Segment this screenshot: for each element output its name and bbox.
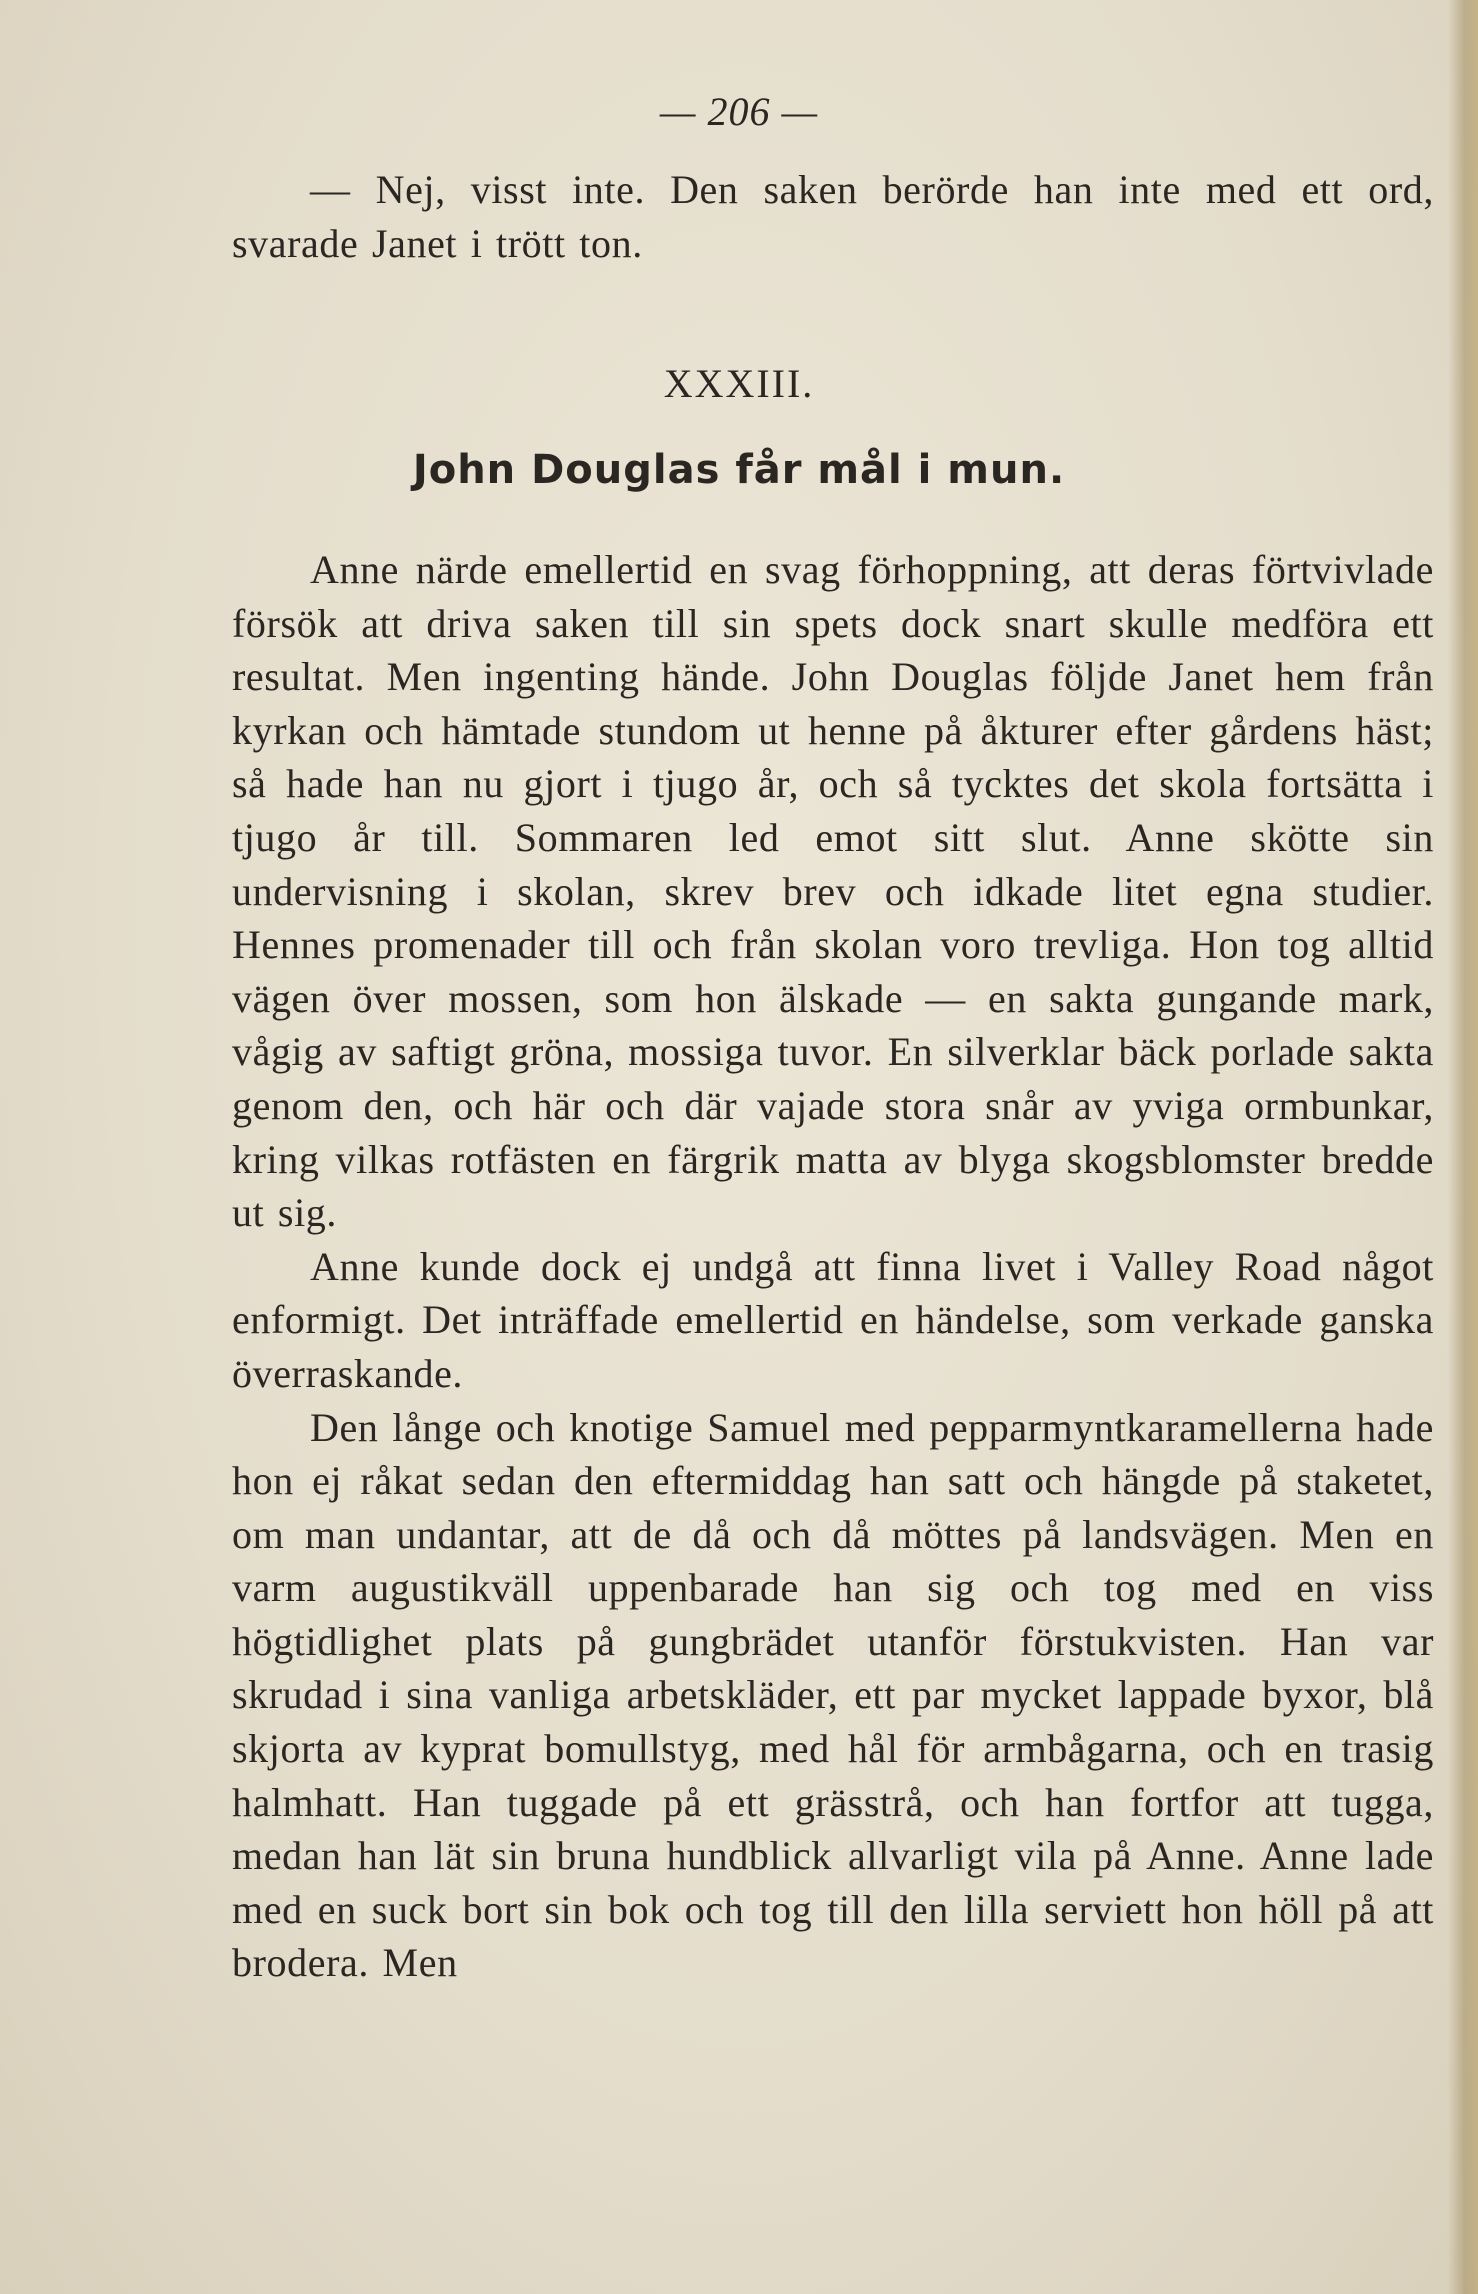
chapter-title: John Douglas får mål i mun. (412, 447, 1066, 493)
paragraph: Anne närde emellertid en svag förhoppning, att deras förtvivlade försök att driva saken till sin spets dock snart skulle medföra ett resultat. Men ingenting hände. John Douglas följde Janet hem från kyrkan och hämtade stundom ut henne på åkturer efter gårdens häst; så hade han nu gjort i tjugo år, och så tycktes det skola fortsätta i tjugo år till. Sommaren led emot sitt slut. Anne skötte sin undervisning i skolan, skrev brev och idkade litet egna studier. Hennes promenader till och från skolan voro trevliga. Hon tog alltid vägen över mossen, som hon älskade — en sakta gungande mark, vågig av saftigt gröna, mossiga tuvor. En silverklar bäck porlade sakta genom den, och här och där vajade stora snår av yviga ormbunkar, kring vilkas rotfästen en färgrik matta av blyga skogsblomster bredde ut sig. (232, 547, 1434, 1236)
page-edge-shadow (1448, 0, 1478, 2294)
chapter-number: XXXIII. (663, 361, 815, 406)
intro-paragraph: — Nej, visst inte. Den saken berörde han inte med ett ord, svarade Janet i trött ton. (232, 167, 1434, 266)
page-number: — 206 — (659, 89, 819, 134)
body-text (232, 543, 1434, 1990)
paragraph: Den långe och knotige Samuel med pepparmyntkaramellerna hade hon ej råkat sedan den eftermiddag han satt och hängde på staketet, om man undantar, att de då och då möttes på landsvägen. Men en varm augustikväll uppenbarade han sig och tog med en viss högtidlighet plats på gungbrädet utanför förstukvisten. Han var skrudad i sina vanliga arbetskläder, ett par mycket lappade byxor, blå skjorta av kyprat bomullstyg, med hål för armbågarna, och en trasig halmhatt. Han tuggade på ett grässtrå, och han fortfor att tugga, medan han lät sin bruna hundblick allvarligt vila på Anne. Anne lade med en suck bort sin bok och tog till den lilla serviett hon höll på att brodera. Men (232, 1404, 1434, 1986)
paragraph: Anne kunde dock ej undgå att finna livet i Valley Road något enformigt. Det inträffade emellertid en händelse, som verkade ganska överraskande. (232, 1243, 1434, 1396)
